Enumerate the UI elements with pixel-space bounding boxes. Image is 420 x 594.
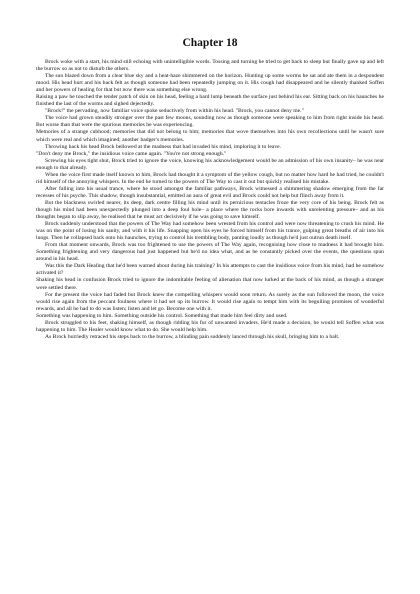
paragraph: Throwing back his head Brock bellowed at the madness that had invaded his mind, imploring it to leave. [45,143,282,150]
paragraph: The voice had grown steadily stronger over the past few moons, sounding now as though someone were speaking to him from right inside his head. But worse than that were the spurious memories he was experiencing. [36,115,384,129]
paragraph: After falling into his usual trance, where he stood amongst the familiar pathways, Brock witnessed a shimmering shadow emerging from the far recesses of his psyche. This shadow, though insubstantial, emitted an aura of great evil and Brock could not help but flinch away from it. [36,185,384,199]
chapter-title: Chapter 18 [182,37,238,49]
paragraph: Screwing his eyes tight shut, Brock tried to ignore the voice, knowing his acknowledgement would be an admission of his own insanity– he was near enough to that already. [36,157,384,171]
paragraph: When the voice first made itself known to him, Brock had thought it a symptom of the yellow cough, but no matter how hard he had tried, he couldn't rid himself of the annoying whispers. In the end he turned to the powers of The Way to cast it out but quickly realised his mistake. [36,171,384,185]
paragraph: Something was happening to him. Something outside his control. Something that made him feel dirty and used. [36,312,288,319]
paragraph: "Don't deny me Brock," the insidious voice came again. "You're not strong enough." [36,150,227,157]
paragraph: But the blackness swirled nearer, its deep, dark centre filling his mind until its pernicious tentacles froze the very core of his being. Brock felt as though his mind had been unexpectedly plunged into a deep foul hole– a place where the rocks bore inwards with unrelenting pressure– and as his thoughts began to slip away, he realised that he must act decisively if he was going to save himself. [36,199,384,221]
paragraph: Memories of a strange cubhood; memories that did not belong to him; memories that wove themselves into his own recollections until he wasn't sure which were real and which imagined; another badger's memories. [36,129,384,143]
paragraph: From that moment onwards, Brock was too frightened to use the powers of The Way again, recognising how close to madness it had brought him. Something frightening and very dangerous had just happened but he'd no idea what, and as he constantly picked over the events, the questions spun around in his head. [36,242,384,263]
paragraph: The sun blazed down from a clear blue sky and a heat-haze shimmered on the horizon. Hunting up some worms he sat and ate them in a despondent mood. His head hurt and his back felt as though someone had been repeatedly jumping on it. His cough had disappeared and he silently thanked Soffen and her powers of healing for that but now there was something else wrong. [36,73,384,94]
paragraph: "Brock!" the pervading, now familiar voice spoke seductively from within his head. "Brock, you cannot deny me." [45,108,304,115]
paragraph: Brock suddenly understood that the powers of The Way had somehow been wrested from his control and were now threatening to crush his mind. He was on the point of losing his sanity, and with it his life. Snapping open his eyes he forced himself from his trance, gulping great breaths of air into his lungs. Then he collapsed back onto his haunches, trying to control his trembling body, panting loudly as though he'd just outrun death itself. [36,221,384,242]
paragraph: For the present the voice had faded but Brock knew the compelling whispers would soon return. As surely as the sun followed the moon, the voice would rise again from the peccant foulness where it had set up its burrow. It would rise again to tempt him with its beguiling promises of wonderful rewards, and all he had to do was listen; listen and let go. Become one with it. [36,291,384,312]
paragraph: Was this the Dark Healing that he'd been warned about during his training? In his attempts to cast the insidious voice from his mind, had he somehow activated it? [36,263,384,277]
chapter-body [36,59,384,341]
paragraph: Brock woke with a start, his mind still echoing with unintelligible words. Tossing and turning he tried to get back to sleep but finally gave up and left the burrow so as not to disturb the others. [36,59,384,73]
paragraph: Brock struggled to his feet, shaking himself, as though ridding his fur of unwanted invaders. He'd made a decision, he would tell Soffen what was happening to him. The Healer would know what to do. She would help him. [36,319,384,333]
paragraph: Raising a paw he touched the tender patch of skin on his head, feeling a hard lump beneath the surface just behind his ear. Sitting back on his haunches he finished the last of the worms and sighed dejectedly. [36,94,384,108]
paragraph: As Brock hurriedly retraced his steps back to the burrow, a blinding pain suddenly lanced through his skull, bringing him to a halt. [45,333,340,340]
paragraph: Shaking his head in confusion Brock tried to ignore the indomitable feeling of alienation that now lurked at the back of his mind, as though a stranger were settled there. [36,277,384,291]
